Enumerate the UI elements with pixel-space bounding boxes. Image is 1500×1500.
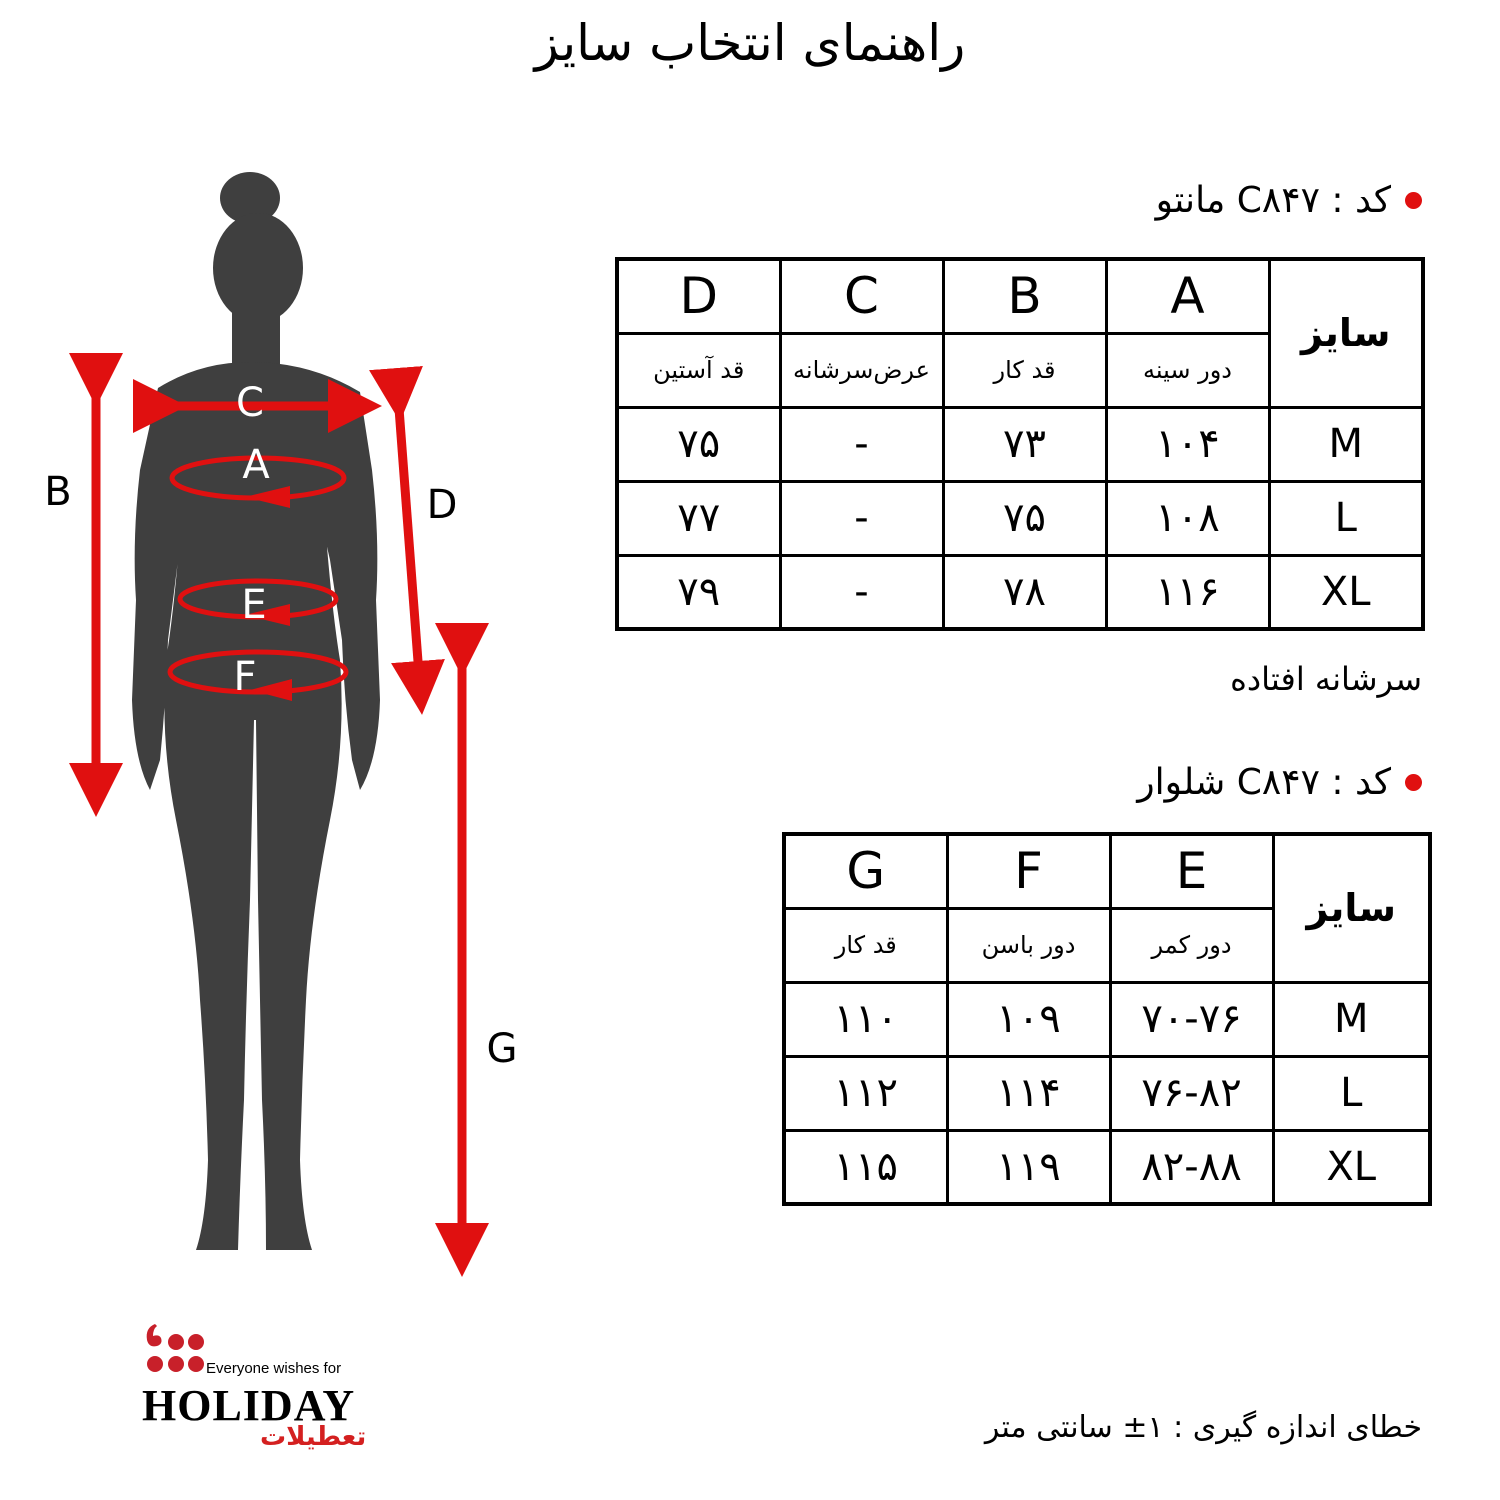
cell: ۱۱۴ bbox=[947, 1056, 1110, 1130]
col-label-c: عرض‌سرشانه bbox=[780, 333, 943, 407]
col-letter-f: F bbox=[947, 834, 1110, 908]
manteau-code: کد : C۸۴۷ مانتو bbox=[1155, 180, 1391, 221]
col-label-a: دور سینه bbox=[1106, 333, 1269, 407]
size-cell: M bbox=[1273, 982, 1430, 1056]
bullet-icon bbox=[1405, 192, 1422, 209]
logo-tagline: Everyone wishes for bbox=[206, 1360, 342, 1377]
table-row bbox=[784, 1130, 1430, 1204]
col-letter-d: D bbox=[617, 259, 780, 333]
col-label-d: قد آستین bbox=[617, 333, 780, 407]
table-row bbox=[784, 1056, 1430, 1130]
cell: ۸۲-۸۸ bbox=[1110, 1130, 1273, 1204]
size-cell: XL bbox=[1269, 555, 1423, 629]
col-letter-e: E bbox=[1110, 834, 1273, 908]
cell: ۷۶-۸۲ bbox=[1110, 1056, 1273, 1130]
arrow-d bbox=[398, 395, 420, 688]
label-a: A bbox=[242, 442, 270, 488]
col-letter-g: G bbox=[784, 834, 947, 908]
col-label-f: دور باسن bbox=[947, 908, 1110, 982]
size-cell: L bbox=[1269, 481, 1423, 555]
logo-wordmark: HOLIDAY bbox=[142, 1381, 356, 1430]
holiday-logo bbox=[140, 1322, 380, 1462]
col-label-g: قد کار bbox=[784, 908, 947, 982]
label-g: G bbox=[486, 1026, 518, 1072]
cell: ۷۳ bbox=[943, 407, 1106, 481]
cell: ۷۵ bbox=[617, 407, 780, 481]
col-letter-b: B bbox=[943, 259, 1106, 333]
cell: ۷۷ bbox=[617, 481, 780, 555]
logo-persian: تعطیلات bbox=[260, 1422, 367, 1452]
cell: ۱۰۹ bbox=[947, 982, 1110, 1056]
body-measurement-figure bbox=[0, 150, 560, 1280]
cell: ۱۱۲ bbox=[784, 1056, 947, 1130]
cell: ۱۱۹ bbox=[947, 1130, 1110, 1204]
size-header: سایز bbox=[1273, 834, 1430, 982]
cell: - bbox=[780, 555, 943, 629]
table-row bbox=[617, 555, 1423, 629]
col-label-e: دور کمر bbox=[1110, 908, 1273, 982]
size-header: سایز bbox=[1269, 259, 1423, 407]
cell: ۷۹ bbox=[617, 555, 780, 629]
cell: - bbox=[780, 481, 943, 555]
manteau-code-line bbox=[1156, 180, 1422, 221]
cell: ۱۱۰ bbox=[784, 982, 947, 1056]
pants-code-line bbox=[1137, 762, 1422, 803]
cell: ۱۰۸ bbox=[1106, 481, 1269, 555]
cell: - bbox=[780, 407, 943, 481]
cell: ۷۰-۷۶ bbox=[1110, 982, 1273, 1056]
table-row bbox=[784, 982, 1430, 1056]
bullet-icon bbox=[1405, 774, 1422, 791]
size-cell: L bbox=[1273, 1056, 1430, 1130]
pants-code: کد : C۸۴۷ شلوار bbox=[1137, 762, 1391, 803]
table-row bbox=[617, 407, 1423, 481]
page-title: راهنمای انتخاب سایز bbox=[534, 14, 966, 72]
table-row bbox=[617, 481, 1423, 555]
label-e: E bbox=[241, 582, 267, 628]
label-c: C bbox=[236, 380, 264, 426]
cell: ۷۵ bbox=[943, 481, 1106, 555]
cell: ۱۰۴ bbox=[1106, 407, 1269, 481]
logo-dots-icon bbox=[143, 1322, 207, 1378]
label-f: F bbox=[233, 654, 257, 700]
silhouette bbox=[132, 172, 380, 1250]
label-d: D bbox=[426, 482, 458, 528]
col-letter-c: C bbox=[780, 259, 943, 333]
col-letter-a: A bbox=[1106, 259, 1269, 333]
size-cell: M bbox=[1269, 407, 1423, 481]
cell: ۱۱۵ bbox=[784, 1130, 947, 1204]
cell: ۷۸ bbox=[943, 555, 1106, 629]
error-note: خطای اندازه گیری : ۱± سانتی متر bbox=[984, 1410, 1422, 1445]
manteau-size-table bbox=[615, 257, 1425, 631]
col-label-b: قد کار bbox=[943, 333, 1106, 407]
pants-size-table bbox=[782, 832, 1432, 1206]
size-cell: XL bbox=[1273, 1130, 1430, 1204]
manteau-note: سرشانه افتاده bbox=[1230, 660, 1422, 698]
label-b: B bbox=[44, 469, 72, 515]
cell: ۱۱۶ bbox=[1106, 555, 1269, 629]
